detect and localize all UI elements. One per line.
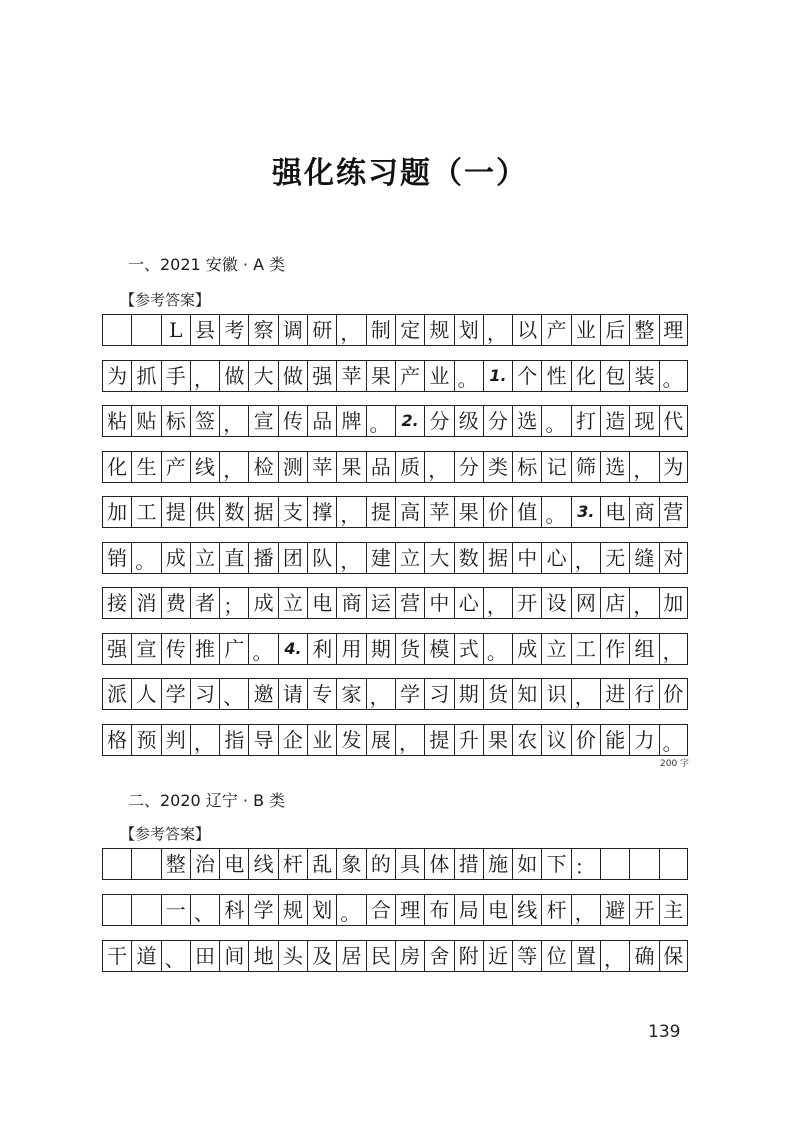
grid-row <box>102 678 688 710</box>
grid-cell: 组 <box>629 633 658 665</box>
grid-cell <box>102 848 131 880</box>
grid-cell: 提 <box>424 724 453 756</box>
grid-cell: 发 <box>336 724 365 756</box>
grid-cell: 如 <box>512 848 541 880</box>
grid-cell: 生 <box>131 451 160 483</box>
grid-cell: 性 <box>541 360 570 392</box>
grid-cell: 据 <box>483 542 512 574</box>
grid-cell: 电 <box>307 587 336 619</box>
grid-cell: 提 <box>366 496 395 528</box>
grid-cell: 心 <box>541 542 570 574</box>
grid-cell: 考 <box>219 314 248 346</box>
grid-cell: 规 <box>278 894 307 926</box>
grid-cell: 地 <box>248 940 277 972</box>
grid-cell: 划 <box>454 314 483 346</box>
grid-cell: 理 <box>659 314 688 346</box>
grid-cell: 布 <box>424 894 453 926</box>
grid-cell: 期 <box>366 633 395 665</box>
grid-cell: 产 <box>395 360 424 392</box>
grid-cell: 苹 <box>336 360 365 392</box>
grid-cell: ， <box>424 451 453 483</box>
grid-row <box>102 894 688 926</box>
grid-cell: 做 <box>219 360 248 392</box>
grid-cell: 企 <box>278 724 307 756</box>
grid-cell: 学 <box>161 678 190 710</box>
grid-cell: 设 <box>541 587 570 619</box>
grid-cell: 立 <box>190 542 219 574</box>
section-heading-2: 二、2020 辽宁 · B 类 <box>128 791 286 810</box>
grid-cell: ， <box>336 542 365 574</box>
grid-cell: 果 <box>483 724 512 756</box>
grid-cell: ， <box>571 542 600 574</box>
grid-cell: 粘 <box>102 405 131 437</box>
grid-cell: 附 <box>454 940 483 972</box>
grid-cell: ， <box>219 451 248 483</box>
grid-cell: ， <box>600 940 629 972</box>
grid-cell: ， <box>571 894 600 926</box>
grid-cell: 避 <box>600 894 629 926</box>
grid-cell: 3. <box>571 496 600 528</box>
page-number: 139 <box>648 1022 681 1042</box>
grid-cell: 用 <box>336 633 365 665</box>
grid-cell: 理 <box>395 894 424 926</box>
grid-cell: 居 <box>336 940 365 972</box>
grid-cell: 消 <box>131 587 160 619</box>
grid-cell: 。 <box>454 360 483 392</box>
grid-cell: 检 <box>248 451 277 483</box>
grid-cell: 习 <box>190 678 219 710</box>
grid-cell: 推 <box>190 633 219 665</box>
grid-cell: 包 <box>600 360 629 392</box>
grid-cell <box>102 314 131 346</box>
grid-cell: 线 <box>512 894 541 926</box>
grid-cell: 数 <box>219 496 248 528</box>
grid-cell: 开 <box>629 894 658 926</box>
grid-cell: 对 <box>659 542 688 574</box>
grid-cell: 标 <box>161 405 190 437</box>
grid-cell: 干 <box>102 940 131 972</box>
grid-cell: 。 <box>483 633 512 665</box>
grid-cell: 提 <box>161 496 190 528</box>
grid-cell: 位 <box>541 940 570 972</box>
grid-cell: 强 <box>102 633 131 665</box>
grid-cell: 进 <box>600 678 629 710</box>
grid-cell: 道 <box>131 940 160 972</box>
grid-row <box>102 633 688 665</box>
grid-cell: 商 <box>336 587 365 619</box>
grid-cell: ： <box>571 848 600 880</box>
grid-row <box>102 451 688 483</box>
grid-cell: 科 <box>219 894 248 926</box>
grid-cell: 级 <box>454 405 483 437</box>
grid-cell: 团 <box>278 542 307 574</box>
grid-cell: 人 <box>131 678 160 710</box>
grid-cell: 4. <box>278 633 307 665</box>
section-heading-1: 一、2021 安徽 · A 类 <box>128 255 286 274</box>
grid-cell: 支 <box>278 496 307 528</box>
grid-cell: 、 <box>190 894 219 926</box>
grid-cell: 能 <box>600 724 629 756</box>
grid-cell: 撑 <box>307 496 336 528</box>
grid-cell: 专 <box>307 678 336 710</box>
word-count-note: 200 字 <box>660 759 690 769</box>
grid-cell: 果 <box>366 360 395 392</box>
grid-cell: 供 <box>190 496 219 528</box>
grid-cell: 工 <box>131 496 160 528</box>
grid-cell <box>131 848 160 880</box>
grid-cell: 成 <box>512 633 541 665</box>
grid-cell: 保 <box>659 940 688 972</box>
grid-cell: 合 <box>366 894 395 926</box>
grid-cell: 田 <box>190 940 219 972</box>
grid-cell: 牌 <box>336 405 365 437</box>
grid-cell: 类 <box>483 451 512 483</box>
grid-cell: 后 <box>600 314 629 346</box>
grid-cell: 。 <box>659 724 688 756</box>
grid-cell: 业 <box>424 360 453 392</box>
grid-cell: 请 <box>278 678 307 710</box>
grid-cell: 规 <box>424 314 453 346</box>
grid-cell: 播 <box>248 542 277 574</box>
grid-cell: 手 <box>161 360 190 392</box>
grid-cell: 测 <box>278 451 307 483</box>
grid-cell: 及 <box>307 940 336 972</box>
grid-cell: 价 <box>571 724 600 756</box>
grid-cell: 线 <box>190 451 219 483</box>
grid-cell: 行 <box>629 678 658 710</box>
grid-cell: 价 <box>659 678 688 710</box>
grid-cell: 制 <box>366 314 395 346</box>
grid-cell: 习 <box>424 678 453 710</box>
grid-cell: 升 <box>454 724 483 756</box>
grid-cell: 业 <box>307 724 336 756</box>
grid-cell: 杆 <box>278 848 307 880</box>
grid-cell: 期 <box>454 678 483 710</box>
grid-cell: 。 <box>541 405 570 437</box>
grid-cell: 营 <box>659 496 688 528</box>
grid-cell: 分 <box>424 405 453 437</box>
grid-cell: 值 <box>512 496 541 528</box>
grid-cell: 分 <box>483 405 512 437</box>
grid-cell: 定 <box>395 314 424 346</box>
grid-cell: 果 <box>336 451 365 483</box>
grid-cell: ， <box>629 451 658 483</box>
grid-cell: 识 <box>541 678 570 710</box>
grid-cell: 宣 <box>248 405 277 437</box>
grid-cell: 筛 <box>571 451 600 483</box>
grid-cell: 电 <box>219 848 248 880</box>
grid-row <box>102 724 688 756</box>
grid-cell: 式 <box>454 633 483 665</box>
grid-cell <box>131 314 160 346</box>
grid-cell: 直 <box>219 542 248 574</box>
grid-cell: ， <box>336 496 365 528</box>
grid-cell: 个 <box>512 360 541 392</box>
grid-cell: 整 <box>629 314 658 346</box>
grid-cell: 货 <box>483 678 512 710</box>
grid-cell: 头 <box>278 940 307 972</box>
grid-cell: 产 <box>161 451 190 483</box>
grid-cell: 苹 <box>307 451 336 483</box>
grid-cell: 做 <box>278 360 307 392</box>
grid-cell: 力 <box>629 724 658 756</box>
grid-cell: 立 <box>395 542 424 574</box>
grid-cell: 数 <box>454 542 483 574</box>
grid-row <box>102 848 688 880</box>
grid-cell: 销 <box>102 542 131 574</box>
grid-cell: 品 <box>366 451 395 483</box>
grid-cell: 。 <box>336 894 365 926</box>
grid-cell: 判 <box>161 724 190 756</box>
grid-cell: 造 <box>600 405 629 437</box>
grid-cell: 广 <box>219 633 248 665</box>
grid-cell: 下 <box>541 848 570 880</box>
grid-cell: 营 <box>395 587 424 619</box>
grid-cell: 为 <box>102 360 131 392</box>
grid-cell: 治 <box>190 848 219 880</box>
grid-cell: 、 <box>161 940 190 972</box>
grid-cell: 中 <box>512 542 541 574</box>
grid-cell: 预 <box>131 724 160 756</box>
grid-cell: 化 <box>102 451 131 483</box>
grid-cell: 质 <box>395 451 424 483</box>
grid-cell: 网 <box>571 587 600 619</box>
grid-cell: 成 <box>161 542 190 574</box>
grid-cell: 立 <box>541 633 570 665</box>
grid-cell: 2. <box>395 405 424 437</box>
grid-cell: 体 <box>424 848 453 880</box>
grid-row <box>102 940 688 972</box>
grid-cell: 等 <box>512 940 541 972</box>
grid-cell: 。 <box>248 633 277 665</box>
grid-cell <box>600 848 629 880</box>
grid-cell: 据 <box>248 496 277 528</box>
grid-cell: 研 <box>307 314 336 346</box>
grid-cell: 缝 <box>629 542 658 574</box>
grid-cell: 农 <box>512 724 541 756</box>
grid-cell: 者 <box>190 587 219 619</box>
grid-cell: 选 <box>600 451 629 483</box>
grid-cell: 代 <box>659 405 688 437</box>
grid-cell: 业 <box>571 314 600 346</box>
grid-row <box>102 405 688 437</box>
grid-cell: 标 <box>512 451 541 483</box>
grid-row <box>102 542 688 574</box>
grid-cell: ， <box>483 587 512 619</box>
grid-cell: 展 <box>366 724 395 756</box>
grid-cell: 议 <box>541 724 570 756</box>
grid-cell: 无 <box>600 542 629 574</box>
grid-cell: 立 <box>278 587 307 619</box>
grid-cell: 宣 <box>131 633 160 665</box>
grid-cell: 模 <box>424 633 453 665</box>
grid-cell: 1. <box>483 360 512 392</box>
grid-cell: 现 <box>629 405 658 437</box>
grid-cell: 记 <box>541 451 570 483</box>
grid-cell: 邀 <box>248 678 277 710</box>
grid-cell: 费 <box>161 587 190 619</box>
grid-cell: 店 <box>600 587 629 619</box>
grid-cell: 心 <box>454 587 483 619</box>
grid-cell: ， <box>483 314 512 346</box>
grid-cell: 加 <box>659 587 688 619</box>
grid-cell: 队 <box>307 542 336 574</box>
grid-cell: 选 <box>512 405 541 437</box>
grid-cell: 杆 <box>541 894 570 926</box>
grid-cell: 间 <box>219 940 248 972</box>
grid-cell: 作 <box>600 633 629 665</box>
grid-cell: 抓 <box>131 360 160 392</box>
grid-cell: 格 <box>102 724 131 756</box>
grid-cell: 品 <box>307 405 336 437</box>
grid-cell: 察 <box>248 314 277 346</box>
grid-cell: 整 <box>161 848 190 880</box>
grid-cell <box>659 848 688 880</box>
grid-cell: 施 <box>483 848 512 880</box>
grid-cell: 以 <box>512 314 541 346</box>
grid-cell: 高 <box>395 496 424 528</box>
grid-cell: 具 <box>395 848 424 880</box>
grid-cell: 价 <box>483 496 512 528</box>
page-title: 强化练习题（一） <box>272 156 528 191</box>
reference-answer-label-2: 【参考答案】 <box>120 825 211 843</box>
grid-cell: 传 <box>278 405 307 437</box>
grid-cell: 。 <box>366 405 395 437</box>
grid-cell: 舍 <box>424 940 453 972</box>
grid-cell: 县 <box>190 314 219 346</box>
grid-cell: 划 <box>307 894 336 926</box>
grid-cell: 签 <box>190 405 219 437</box>
grid-cell: 象 <box>336 848 365 880</box>
grid-row <box>102 587 688 619</box>
grid-cell: 开 <box>512 587 541 619</box>
grid-cell <box>629 848 658 880</box>
grid-cell: 电 <box>600 496 629 528</box>
grid-cell <box>102 894 131 926</box>
grid-cell: 电 <box>483 894 512 926</box>
grid-cell: 家 <box>336 678 365 710</box>
grid-cell: 成 <box>248 587 277 619</box>
grid-cell: 运 <box>366 587 395 619</box>
grid-cell: 接 <box>102 587 131 619</box>
grid-cell: 。 <box>541 496 570 528</box>
grid-row <box>102 496 688 528</box>
grid-cell: 乱 <box>307 848 336 880</box>
grid-cell: ， <box>366 678 395 710</box>
grid-cell: 。 <box>659 360 688 392</box>
grid-cell: 果 <box>454 496 483 528</box>
grid-cell: ， <box>629 587 658 619</box>
grid-cell: 建 <box>366 542 395 574</box>
reference-answer-label-1: 【参考答案】 <box>120 291 211 309</box>
grid-cell: 大 <box>248 360 277 392</box>
grid-cell: ， <box>190 724 219 756</box>
grid-cell: 苹 <box>424 496 453 528</box>
grid-cell: 打 <box>571 405 600 437</box>
grid-cell: 指 <box>219 724 248 756</box>
grid-cell: 装 <box>629 360 658 392</box>
grid-cell: 货 <box>395 633 424 665</box>
grid-cell: 学 <box>248 894 277 926</box>
grid-cell: 工 <box>571 633 600 665</box>
grid-cell: 民 <box>366 940 395 972</box>
grid-cell: 线 <box>248 848 277 880</box>
grid-cell: 近 <box>483 940 512 972</box>
grid-cell: ， <box>395 724 424 756</box>
grid-cell: 中 <box>424 587 453 619</box>
grid-cell: 加 <box>102 496 131 528</box>
grid-cell: 房 <box>395 940 424 972</box>
grid-cell: 的 <box>366 848 395 880</box>
grid-cell: 措 <box>454 848 483 880</box>
grid-cell: 强 <box>307 360 336 392</box>
grid-cell: 为 <box>659 451 688 483</box>
grid-cell: 确 <box>629 940 658 972</box>
grid-cell: ， <box>659 633 688 665</box>
grid-cell: ， <box>219 405 248 437</box>
grid-cell: 派 <box>102 678 131 710</box>
grid-cell: 置 <box>571 940 600 972</box>
grid-cell: 导 <box>248 724 277 756</box>
grid-cell: 学 <box>395 678 424 710</box>
grid-cell: ， <box>336 314 365 346</box>
grid-cell: 传 <box>161 633 190 665</box>
grid-cell: 产 <box>541 314 570 346</box>
grid-cell: 主 <box>659 894 688 926</box>
grid-cell: 、 <box>219 678 248 710</box>
grid-row <box>102 314 688 346</box>
grid-cell: 利 <box>307 633 336 665</box>
grid-cell: 分 <box>454 451 483 483</box>
grid-row <box>102 360 688 392</box>
grid-cell: 商 <box>629 496 658 528</box>
grid-cell <box>131 894 160 926</box>
grid-cell: ， <box>571 678 600 710</box>
grid-cell: 。 <box>131 542 160 574</box>
grid-cell: 调 <box>278 314 307 346</box>
grid-cell: 局 <box>454 894 483 926</box>
grid-cell: L <box>161 314 190 346</box>
grid-cell: 一 <box>161 894 190 926</box>
grid-cell: ； <box>219 587 248 619</box>
grid-cell: 大 <box>424 542 453 574</box>
grid-cell: 贴 <box>131 405 160 437</box>
grid-cell: 化 <box>571 360 600 392</box>
grid-cell: ， <box>190 360 219 392</box>
grid-cell: 知 <box>512 678 541 710</box>
